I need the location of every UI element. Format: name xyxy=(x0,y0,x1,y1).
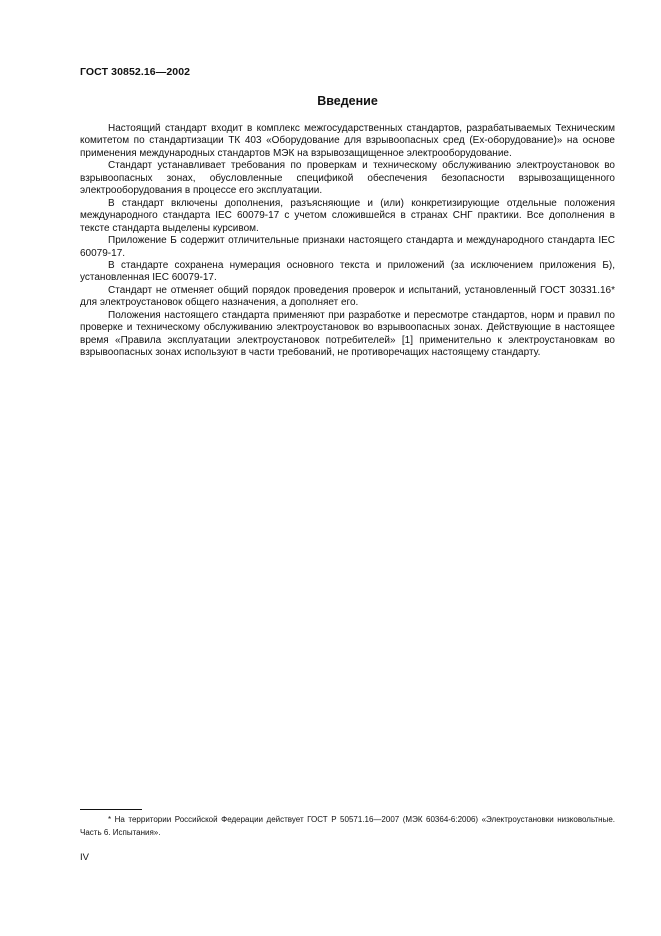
paragraph: Настоящий стандарт входит в комплекс межгосударственных стандартов, разрабатываемых Техническим комитетом по стандартизации ТК 403 «Оборудование для взрывоопасных сред (Ex-оборудование)» на основе применения международных стандартов МЭК на взрывозащищенное электрооборудование. xyxy=(80,123,615,159)
introduction-body xyxy=(80,123,615,360)
paragraph: Стандарт устанавливает требования по проверкам и техническому обслуживанию электроустановок во взрывоопасных зонах, обусловленные спецификой обеспечения безопасности взрывозащищенного электрооборудования в процессе его эксплуатации. xyxy=(80,160,615,197)
paragraph: Приложение Б содержит отличительные признаки настоящего стандарта и международного стандарта IEC 60079-17. xyxy=(80,235,615,259)
document-id-header: ГОСТ 30852.16—2002 xyxy=(80,66,191,78)
footnote-text: * На территории Российской Федерации действует ГОСТ Р 50571.16—2007 (МЭК 60364-6:2006) «Электроустановки низковольтные. Часть 6. Испытания». xyxy=(80,815,615,837)
paragraph: В стандарте сохранена нумерация основного текста и приложений (за исключением приложения Б), установленная IEC 60079-17. xyxy=(80,259,615,284)
section-title: Введение xyxy=(317,94,378,108)
footnote-divider xyxy=(80,809,142,810)
paragraph: Стандарт не отменяет общий порядок проведения проверок и испытаний, установленный ГОСТ 30331.16* для электроустановок общего назначения, а дополняет его. xyxy=(80,284,615,309)
footnote xyxy=(80,814,615,839)
paragraph: Положения настоящего стандарта применяют при разработке и пересмотре стандартов, норм и правил по проверке и техническому обслуживанию электроустановок во взрывоопасных зонах. Действующие в настоящее время «Правила эксплуатации электроустановок потребителей» [1] применительно к электроустановкам во взрывоопасных зонах используют в части требований, не противоречащих настоящему стандарту. xyxy=(80,309,615,359)
page-number: IV xyxy=(80,852,89,863)
paragraph: В стандарт включены дополнения, разъясняющие и (или) конкретизирующие отдельные положения международного стандарта IEC 60079-17 с учетом сложившейся в странах СНГ практики. Все дополнения в тексте стандарта выделены курсивом. xyxy=(80,197,615,234)
